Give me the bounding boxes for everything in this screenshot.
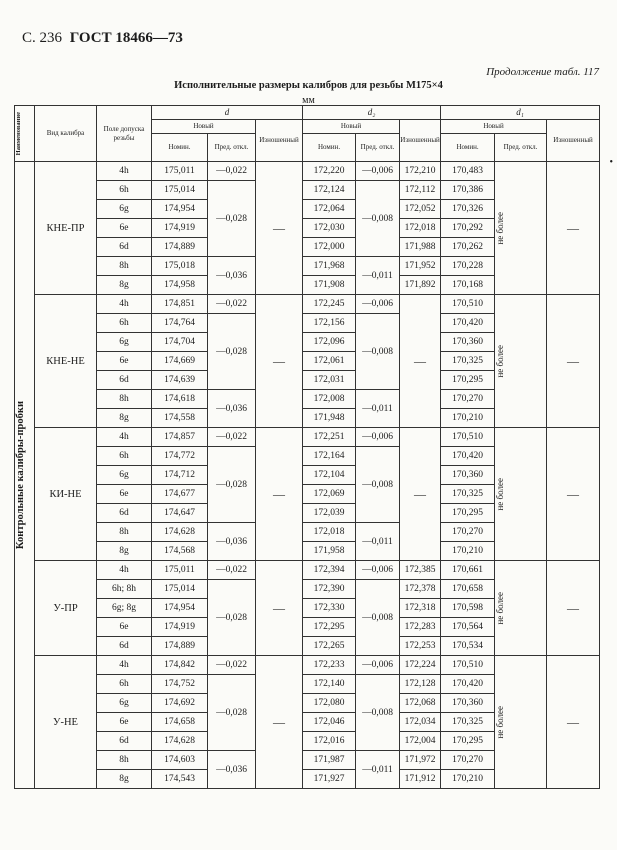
d2-nominal: 172,394 (303, 561, 356, 580)
d-nominal: 175,011 (152, 162, 208, 181)
d-nominal: 174,842 (152, 656, 208, 675)
d-nominal: 174,851 (152, 295, 208, 314)
d2-nominal: 172,016 (303, 732, 356, 751)
gauge-name: КНЕ-ПР (35, 162, 97, 295)
margin-dot: • (609, 157, 613, 168)
d-deviation: —0,022 (208, 162, 256, 181)
d2-nominal: 172,096 (303, 333, 356, 352)
tolerance-field: 8h (97, 751, 152, 770)
d-nominal: 174,889 (152, 238, 208, 257)
d-nominal: 174,954 (152, 200, 208, 219)
d2-worn: 172,112 (400, 181, 441, 200)
tolerance-field: 6g; 8g (97, 599, 152, 618)
d2-worn: — (400, 295, 441, 428)
tolerance-field: 6e (97, 713, 152, 732)
d2-deviation: —0,006 (356, 656, 400, 675)
page-number: С. 236 (22, 30, 63, 46)
header-d-worn: Изношенный (256, 120, 303, 162)
d1-nominal: 170,168 (441, 276, 495, 295)
gauge-table (14, 105, 600, 789)
d2-nominal: 172,046 (303, 713, 356, 732)
tolerance-field: 8g (97, 542, 152, 561)
d-nominal: 174,647 (152, 504, 208, 523)
d-nominal: 174,919 (152, 219, 208, 238)
d-worn: — (256, 295, 303, 428)
d1-nominal: 170,360 (441, 466, 495, 485)
d2-worn: 171,972 (400, 751, 441, 770)
d-nominal: 174,764 (152, 314, 208, 333)
d1-worn: — (547, 428, 600, 561)
d2-worn: 172,018 (400, 219, 441, 238)
d-nominal: 174,954 (152, 599, 208, 618)
d1-nominal: 170,228 (441, 257, 495, 276)
d1-nominal: 170,262 (441, 238, 495, 257)
d1-deviation: не более (495, 561, 547, 656)
d2-nominal: 172,295 (303, 618, 356, 637)
d2-deviation: —0,008 (356, 580, 400, 656)
header-d2-worn: Изношенный (400, 120, 441, 162)
header-d1-nominal: Номин. (441, 134, 495, 162)
d1-nominal: 170,661 (441, 561, 495, 580)
tolerance-field: 4h (97, 428, 152, 447)
d1-nominal: 170,325 (441, 485, 495, 504)
d-deviation: —0,036 (208, 751, 256, 789)
tolerance-field: 6e (97, 618, 152, 637)
d-nominal: 175,018 (152, 257, 208, 276)
tolerance-field: 4h (97, 295, 152, 314)
d2-deviation: —0,006 (356, 561, 400, 580)
gauge-name: КИ-НЕ (35, 428, 97, 561)
tolerance-field: 6e (97, 219, 152, 238)
d2-worn: 172,385 (400, 561, 441, 580)
table-unit: мм (302, 95, 315, 106)
tolerance-field: 6e (97, 352, 152, 371)
d-nominal: 175,014 (152, 181, 208, 200)
d2-nominal: 171,927 (303, 770, 356, 789)
continuation-note: Продолжение табл. 117 (486, 66, 599, 78)
d2-deviation: —0,008 (356, 314, 400, 390)
d1-nominal: 170,510 (441, 656, 495, 675)
d2-nominal: 172,064 (303, 200, 356, 219)
header-name: Наименование (15, 106, 35, 162)
d2-deviation: —0,008 (356, 675, 400, 751)
tolerance-field: 6h (97, 181, 152, 200)
tolerance-field: 6h; 8h (97, 580, 152, 599)
d1-worn: — (547, 162, 600, 295)
d1-nominal: 170,360 (441, 694, 495, 713)
d2-nominal: 172,220 (303, 162, 356, 181)
d2-deviation: —0,006 (356, 428, 400, 447)
d2-deviation: —0,011 (356, 390, 400, 428)
tolerance-field: 8g (97, 276, 152, 295)
d1-nominal: 170,483 (441, 162, 495, 181)
d2-nominal: 172,233 (303, 656, 356, 675)
d1-nominal: 170,420 (441, 314, 495, 333)
tolerance-field: 6e (97, 485, 152, 504)
d-nominal: 174,603 (152, 751, 208, 770)
d2-worn: 172,253 (400, 637, 441, 656)
d1-nominal: 170,210 (441, 770, 495, 789)
d-nominal: 174,857 (152, 428, 208, 447)
d-nominal: 174,752 (152, 675, 208, 694)
d2-nominal: 172,030 (303, 219, 356, 238)
d2-worn: 172,034 (400, 713, 441, 732)
d2-worn: 172,318 (400, 599, 441, 618)
gauge-name: У-ПР (35, 561, 97, 656)
tolerance-field: 6h (97, 447, 152, 466)
d1-nominal: 170,270 (441, 390, 495, 409)
d-nominal: 174,712 (152, 466, 208, 485)
page-header (22, 30, 183, 47)
d2-deviation: —0,006 (356, 162, 400, 181)
d1-nominal: 170,510 (441, 295, 495, 314)
header-gauge-type: Вид калибра (35, 106, 97, 162)
d-nominal: 175,011 (152, 561, 208, 580)
d1-nominal: 170,270 (441, 523, 495, 542)
d-deviation: —0,022 (208, 428, 256, 447)
header-d-deviation: Пред. откл. (208, 134, 256, 162)
d2-nominal: 172,164 (303, 447, 356, 466)
d1-nominal: 170,325 (441, 713, 495, 732)
tolerance-field: 4h (97, 561, 152, 580)
table-row (15, 162, 600, 181)
d1-nominal: 170,420 (441, 675, 495, 694)
d2-nominal: 172,069 (303, 485, 356, 504)
tolerance-field: 6d (97, 732, 152, 751)
d2-nominal: 172,245 (303, 295, 356, 314)
d-deviation: —0,036 (208, 257, 256, 295)
d1-nominal: 170,326 (441, 200, 495, 219)
table-title: Исполнительные размеры калибров для резьбы М175×4 (174, 80, 443, 91)
d2-worn: 172,128 (400, 675, 441, 694)
d2-deviation: —0,008 (356, 181, 400, 257)
d2-nominal: 171,987 (303, 751, 356, 770)
tolerance-field: 8g (97, 409, 152, 428)
tolerance-field: 6g (97, 466, 152, 485)
d2-nominal: 172,330 (303, 599, 356, 618)
d-worn: — (256, 162, 303, 295)
d1-nominal: 170,295 (441, 371, 495, 390)
d2-deviation: —0,011 (356, 751, 400, 789)
d-nominal: 174,692 (152, 694, 208, 713)
d-nominal: 174,618 (152, 390, 208, 409)
d1-nominal: 170,534 (441, 637, 495, 656)
header-d2-nominal: Номин. (303, 134, 356, 162)
header-d-new: Новый (152, 120, 256, 134)
header-d1-new: Новый (441, 120, 547, 134)
d1-worn: — (547, 561, 600, 656)
d2-nominal: 172,104 (303, 466, 356, 485)
table-row (15, 656, 600, 675)
tolerance-field: 8h (97, 257, 152, 276)
table-row (15, 295, 600, 314)
d2-nominal: 172,156 (303, 314, 356, 333)
d2-nominal: 172,061 (303, 352, 356, 371)
d1-nominal: 170,360 (441, 333, 495, 352)
d2-nominal: 172,000 (303, 238, 356, 257)
d1-nominal: 170,658 (441, 580, 495, 599)
d-deviation: —0,028 (208, 181, 256, 257)
d1-nominal: 170,295 (441, 504, 495, 523)
d-worn: — (256, 428, 303, 561)
header-d2-deviation: Пред. откл. (356, 134, 400, 162)
gauge-name: КНЕ-НЕ (35, 295, 97, 428)
d2-nominal: 171,968 (303, 257, 356, 276)
d1-worn: — (547, 295, 600, 428)
d2-worn: 172,052 (400, 200, 441, 219)
d2-deviation: —0,011 (356, 523, 400, 561)
d1-nominal: 170,270 (441, 751, 495, 770)
d1-nominal: 170,598 (441, 599, 495, 618)
d1-nominal: 170,295 (441, 732, 495, 751)
d1-nominal: 170,420 (441, 447, 495, 466)
d1-nominal: 170,325 (441, 352, 495, 371)
d1-nominal: 170,292 (441, 219, 495, 238)
tolerance-field: 8g (97, 770, 152, 789)
header-d1-worn: Изношенный (547, 120, 600, 162)
d-deviation: —0,028 (208, 675, 256, 751)
d2-worn: 171,892 (400, 276, 441, 295)
d-nominal: 174,677 (152, 485, 208, 504)
d1-nominal: 170,210 (441, 409, 495, 428)
d-deviation: —0,036 (208, 390, 256, 428)
header-d1-deviation: Пред. откл. (495, 134, 547, 162)
d-nominal: 174,704 (152, 333, 208, 352)
tolerance-field: 6g (97, 694, 152, 713)
table-body (15, 162, 600, 789)
d-nominal: 174,669 (152, 352, 208, 371)
d-nominal: 174,958 (152, 276, 208, 295)
d2-worn: 172,378 (400, 580, 441, 599)
d2-nominal: 172,124 (303, 181, 356, 200)
d-nominal: 174,919 (152, 618, 208, 637)
gauge-table-wrap (14, 105, 599, 789)
d2-nominal: 172,251 (303, 428, 356, 447)
d1-nominal: 170,510 (441, 428, 495, 447)
tolerance-field: 8h (97, 390, 152, 409)
d2-worn: 171,912 (400, 770, 441, 789)
d-deviation: —0,028 (208, 447, 256, 523)
d2-nominal: 172,039 (303, 504, 356, 523)
d2-worn: 172,068 (400, 694, 441, 713)
table-row (15, 428, 600, 447)
d-nominal: 174,568 (152, 542, 208, 561)
d-nominal: 174,558 (152, 409, 208, 428)
tolerance-field: 8h (97, 523, 152, 542)
d1-deviation: не более (495, 428, 547, 561)
d2-deviation: —0,008 (356, 447, 400, 523)
standard-code: ГОСТ 18466—73 (69, 30, 183, 46)
d-deviation: —0,022 (208, 656, 256, 675)
d-nominal: 174,628 (152, 732, 208, 751)
tolerance-field: 6d (97, 637, 152, 656)
d-nominal: 174,889 (152, 637, 208, 656)
d2-deviation: —0,006 (356, 295, 400, 314)
d1-worn: — (547, 656, 600, 789)
d2-deviation: —0,011 (356, 257, 400, 295)
d2-nominal: 172,080 (303, 694, 356, 713)
tolerance-field: 4h (97, 162, 152, 181)
tolerance-field: 6g (97, 200, 152, 219)
tolerance-field: 6h (97, 314, 152, 333)
d2-nominal: 171,908 (303, 276, 356, 295)
header-d-nominal: Номин. (152, 134, 208, 162)
d2-worn: 172,224 (400, 656, 441, 675)
gauge-name: У-НЕ (35, 656, 97, 789)
group-label-cell: Контрольные калибры-пробки (15, 162, 35, 789)
tolerance-field: 6d (97, 504, 152, 523)
d-deviation: —0,036 (208, 523, 256, 561)
header-d2: d₂ (303, 106, 441, 120)
d-worn: — (256, 561, 303, 656)
d-nominal: 174,772 (152, 447, 208, 466)
header-tolerance-field: Поле допуска резьбы (97, 106, 152, 162)
d2-nominal: 172,140 (303, 675, 356, 694)
header-d1: d₁ (441, 106, 600, 120)
d-deviation: —0,028 (208, 314, 256, 390)
d1-deviation: не более (495, 295, 547, 428)
d1-nominal: 170,210 (441, 542, 495, 561)
tolerance-field: 6d (97, 238, 152, 257)
d-nominal: 174,543 (152, 770, 208, 789)
header-d2-new: Новый (303, 120, 400, 134)
d2-worn: 172,004 (400, 732, 441, 751)
d-nominal: 174,628 (152, 523, 208, 542)
d2-worn: 171,952 (400, 257, 441, 276)
d2-nominal: 172,265 (303, 637, 356, 656)
d2-worn: 171,988 (400, 238, 441, 257)
d-deviation: —0,022 (208, 295, 256, 314)
d1-deviation: не более (495, 162, 547, 295)
d-deviation: —0,028 (208, 580, 256, 656)
d2-nominal: 171,948 (303, 409, 356, 428)
d-nominal: 175,014 (152, 580, 208, 599)
d2-nominal: 172,390 (303, 580, 356, 599)
d-deviation: —0,022 (208, 561, 256, 580)
tolerance-field: 6g (97, 333, 152, 352)
d2-nominal: 172,031 (303, 371, 356, 390)
d-nominal: 174,639 (152, 371, 208, 390)
d2-worn: 172,283 (400, 618, 441, 637)
header-d: d (152, 106, 303, 120)
tolerance-field: 6d (97, 371, 152, 390)
d2-worn: — (400, 428, 441, 561)
d2-nominal: 172,018 (303, 523, 356, 542)
tolerance-field: 4h (97, 656, 152, 675)
d2-worn: 172,210 (400, 162, 441, 181)
d-nominal: 174,658 (152, 713, 208, 732)
d2-nominal: 172,008 (303, 390, 356, 409)
table-row (15, 561, 600, 580)
d1-deviation: не более (495, 656, 547, 789)
d-worn: — (256, 656, 303, 789)
tolerance-field: 6h (97, 675, 152, 694)
d1-nominal: 170,386 (441, 181, 495, 200)
d2-nominal: 171,958 (303, 542, 356, 561)
d1-nominal: 170,564 (441, 618, 495, 637)
